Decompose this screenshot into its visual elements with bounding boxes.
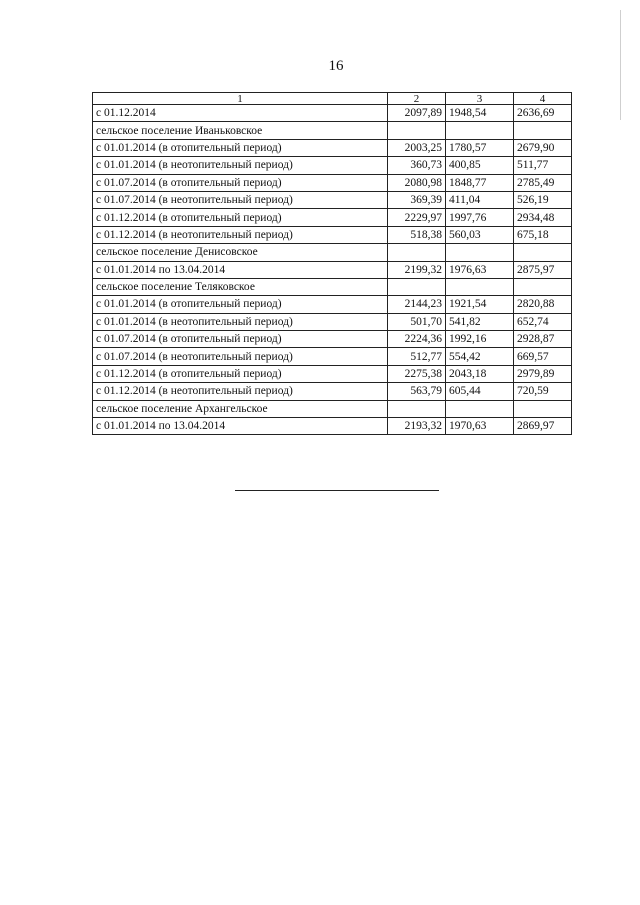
value-cell-col4: 526,19 — [514, 191, 572, 208]
page-number: 16 — [328, 58, 344, 74]
value-cell-col2: 2003,25 — [388, 139, 446, 156]
value-cell-col3: 1780,57 — [446, 139, 514, 156]
row-label-cell: с 01.07.2014 (в отопительный период) — [93, 174, 388, 191]
value-cell-col2: 2080,98 — [388, 174, 446, 191]
value-cell-col4: 2785,49 — [514, 174, 572, 191]
value-cell-col4: 2679,90 — [514, 139, 572, 156]
value-cell-col2: 369,39 — [388, 191, 446, 208]
table-row — [93, 157, 572, 174]
value-cell-col2 — [388, 278, 446, 295]
value-cell-col4 — [514, 122, 572, 139]
row-label-cell: с 01.07.2014 (в отопительный период) — [93, 331, 388, 348]
table-row — [93, 331, 572, 348]
value-cell-col3: 400,85 — [446, 157, 514, 174]
value-cell-col2: 501,70 — [388, 313, 446, 330]
value-cell-col2: 2097,89 — [388, 105, 446, 122]
table-row — [93, 313, 572, 330]
value-cell-col4: 2934,48 — [514, 209, 572, 226]
scan-edge-mark — [620, 10, 621, 120]
value-cell-col4: 2928,87 — [514, 331, 572, 348]
table-row — [93, 365, 572, 382]
tariff-table — [92, 92, 572, 435]
row-label-cell: с 01.01.2014 по 13.04.2014 — [93, 261, 388, 278]
table-body — [93, 93, 572, 435]
row-label-cell: с 01.12.2014 — [93, 105, 388, 122]
value-cell-col4: 2869,97 — [514, 418, 572, 435]
table-row — [93, 418, 572, 435]
value-cell-col2: 2224,36 — [388, 331, 446, 348]
value-cell-col3: 1948,54 — [446, 105, 514, 122]
value-cell-col3: 1976,63 — [446, 261, 514, 278]
row-label-cell: с 01.12.2014 (в неотопительный период) — [93, 226, 388, 243]
value-cell-col3 — [446, 278, 514, 295]
section-row — [93, 400, 572, 417]
table-row — [93, 139, 572, 156]
value-cell-col3: 605,44 — [446, 383, 514, 400]
value-cell-col2: 2144,23 — [388, 296, 446, 313]
value-cell-col3: 1848,77 — [446, 174, 514, 191]
value-cell-col4: 2875,97 — [514, 261, 572, 278]
table-row — [93, 191, 572, 208]
value-cell-col2: 518,38 — [388, 226, 446, 243]
row-label-cell: сельское поселение Архангельское — [93, 400, 388, 417]
value-cell-col4 — [514, 278, 572, 295]
table-row — [93, 226, 572, 243]
value-cell-col3: 1921,54 — [446, 296, 514, 313]
value-cell-col2 — [388, 400, 446, 417]
table-row — [93, 383, 572, 400]
value-cell-col2: 563,79 — [388, 383, 446, 400]
row-label-cell: с 01.12.2014 (в отопительный период) — [93, 365, 388, 382]
value-cell-col3: 560,03 — [446, 226, 514, 243]
row-label-cell: сельское поселение Денисовское — [93, 244, 388, 261]
value-cell-col2: 2229,97 — [388, 209, 446, 226]
value-cell-col4: 652,74 — [514, 313, 572, 330]
value-cell-col2 — [388, 244, 446, 261]
row-label-cell: сельское поселение Иваньковское — [93, 122, 388, 139]
value-cell-col3: 1992,16 — [446, 331, 514, 348]
value-cell-col2: 2199,32 — [388, 261, 446, 278]
value-cell-col4: 2979,89 — [514, 365, 572, 382]
table-row — [93, 261, 572, 278]
value-cell-col2: 360,73 — [388, 157, 446, 174]
row-label-cell: с 01.01.2014 (в неотопительный период) — [93, 313, 388, 330]
value-cell-col3: 554,42 — [446, 348, 514, 365]
value-cell-col3 — [446, 400, 514, 417]
value-cell-col3: 2043,18 — [446, 365, 514, 382]
row-label-cell: с 01.01.2014 по 13.04.2014 — [93, 418, 388, 435]
table-header-row — [93, 93, 572, 105]
value-cell-col4 — [514, 244, 572, 261]
value-cell-col4: 720,59 — [514, 383, 572, 400]
row-label-cell: с 01.12.2014 (в неотопительный период) — [93, 383, 388, 400]
value-cell-col3: 1997,76 — [446, 209, 514, 226]
table-row — [93, 209, 572, 226]
value-cell-col4: 2636,69 — [514, 105, 572, 122]
table-row — [93, 174, 572, 191]
value-cell-col3 — [446, 122, 514, 139]
value-cell-col4: 511,77 — [514, 157, 572, 174]
header-cell-2: 2 — [388, 93, 446, 105]
row-label-cell: с 01.12.2014 (в отопительный период) — [93, 209, 388, 226]
value-cell-col2: 2275,38 — [388, 365, 446, 382]
row-label-cell: с 01.01.2014 (в отопительный период) — [93, 139, 388, 156]
table-row — [93, 348, 572, 365]
header-cell-4: 4 — [514, 93, 572, 105]
header-cell-1: 1 — [93, 93, 388, 105]
value-cell-col3 — [446, 244, 514, 261]
table-row — [93, 105, 572, 122]
value-cell-col2 — [388, 122, 446, 139]
value-cell-col3: 411,04 — [446, 191, 514, 208]
value-cell-col4 — [514, 400, 572, 417]
row-label-cell: с 01.07.2014 (в неотопительный период) — [93, 348, 388, 365]
closing-rule — [235, 490, 439, 491]
header-cell-3: 3 — [446, 93, 514, 105]
value-cell-col2: 2193,32 — [388, 418, 446, 435]
row-label-cell: с 01.01.2014 (в отопительный период) — [93, 296, 388, 313]
value-cell-col4: 675,18 — [514, 226, 572, 243]
value-cell-col4: 669,57 — [514, 348, 572, 365]
section-row — [93, 244, 572, 261]
section-row — [93, 278, 572, 295]
value-cell-col4: 2820,88 — [514, 296, 572, 313]
value-cell-col3: 1970,63 — [446, 418, 514, 435]
value-cell-col2: 512,77 — [388, 348, 446, 365]
table-row — [93, 296, 572, 313]
section-row — [93, 122, 572, 139]
row-label-cell: с 01.07.2014 (в неотопительный период) — [93, 191, 388, 208]
row-label-cell: сельское поселение Теляковское — [93, 278, 388, 295]
value-cell-col3: 541,82 — [446, 313, 514, 330]
row-label-cell: с 01.01.2014 (в неотопительный период) — [93, 157, 388, 174]
